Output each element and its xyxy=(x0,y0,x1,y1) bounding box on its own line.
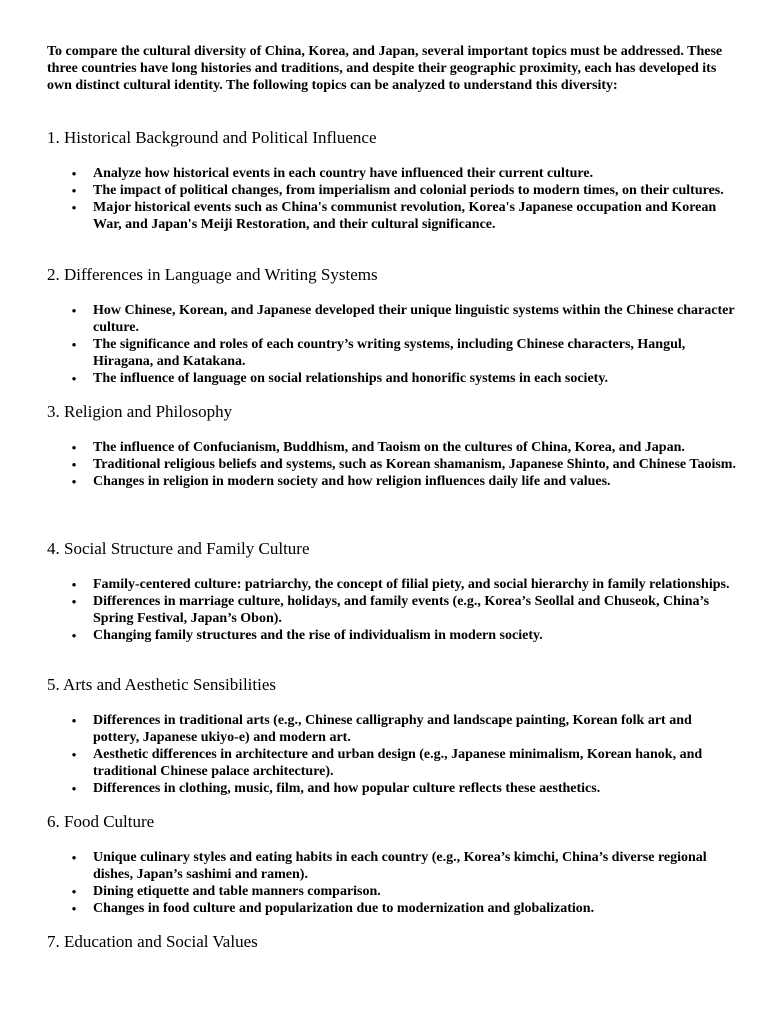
intro-paragraph: To compare the cultural diversity of China, Korea, and Japan, several important topics must be addressed. These three countries have long histories and traditions, and despite their geographic proximity, each has developed its own distinct cultural identity. The following topics can be analyzed to understand this diversity: xyxy=(47,44,723,93)
section-heading: 6. Food Culture xyxy=(47,812,155,831)
list-item-text: Analyze how historical events in each country have influenced their current culture. xyxy=(93,166,594,181)
list-item xyxy=(47,199,737,233)
list-item xyxy=(47,627,737,644)
bullet-icon: • xyxy=(71,747,77,762)
list-item-text: Traditional religious beliefs and systems, such as Korean shamanism, Japanese Shinto, and Chinese Taoism. xyxy=(93,457,736,472)
bullet-icon: • xyxy=(71,200,77,215)
list-item-text: Changing family structures and the rise of individualism in modern society. xyxy=(93,628,543,643)
list-item xyxy=(47,746,737,780)
bullet-icon: • xyxy=(71,183,77,198)
section-language-writing xyxy=(47,265,737,387)
list-item xyxy=(47,336,737,370)
section-arts-aesthetics xyxy=(47,675,737,797)
bullet-icon: • xyxy=(71,594,77,609)
bullet-icon: • xyxy=(71,474,77,489)
section-heading: 3. Religion and Philosophy xyxy=(47,402,233,421)
bullet-icon: • xyxy=(71,884,77,899)
list-item-text: The impact of political changes, from imperialism and colonial periods to modern times, on their cultures. xyxy=(93,183,724,198)
list-item-text: How Chinese, Korean, and Japanese developed their unique linguistic systems within the Chinese character culture. xyxy=(93,303,735,335)
list-item xyxy=(47,712,737,746)
bullet-icon: • xyxy=(71,577,77,592)
bullet-icon: • xyxy=(71,337,77,352)
list-item-text: The influence of Confucianism, Buddhism, and Taoism on the cultures of China, Korea, and Japan. xyxy=(93,440,685,455)
list-item xyxy=(47,302,737,336)
list-item xyxy=(47,473,737,490)
bullet-icon: • xyxy=(71,781,77,796)
section-education-social-values xyxy=(47,932,737,952)
section-historical-background xyxy=(47,128,737,233)
section-heading: 1. Historical Background and Political Influence xyxy=(47,128,377,147)
section-heading: 2. Differences in Language and Writing Systems xyxy=(47,265,378,284)
section-heading: 4. Social Structure and Family Culture xyxy=(47,539,310,558)
bullet-icon: • xyxy=(71,303,77,318)
list-item-text: Major historical events such as China's communist revolution, Korea's Japanese occupation and Korean War, and Japan's Meiji Restoration, and their cultural significance. xyxy=(93,200,717,232)
list-item xyxy=(47,780,737,797)
list-item-text: Changes in religion in modern society and how religion influences daily life and values. xyxy=(93,474,611,489)
bullet-list xyxy=(47,439,737,490)
bullet-icon: • xyxy=(71,850,77,865)
section-food-culture xyxy=(47,812,737,917)
bullet-list xyxy=(47,849,737,917)
list-item xyxy=(47,165,737,182)
bullet-list xyxy=(47,576,737,644)
list-item-text: Changes in food culture and popularization due to modernization and globalization. xyxy=(93,901,595,916)
list-item-text: The significance and roles of each country’s writing systems, including Chinese characters, Hangul, Hiragana, and Katakana. xyxy=(93,337,686,369)
bullet-icon: • xyxy=(71,713,77,728)
list-item xyxy=(47,576,737,593)
list-item xyxy=(47,370,737,387)
list-item-text: Unique culinary styles and eating habits in each country (e.g., Korea’s kimchi, China’s diverse regional dishes, Japan’s sashimi and ramen). xyxy=(93,850,707,882)
bullet-list xyxy=(47,165,737,233)
bullet-icon: • xyxy=(71,166,77,181)
bullet-icon: • xyxy=(71,371,77,386)
list-item-text: Differences in clothing, music, film, and how popular culture reflects these aesthetics. xyxy=(93,781,601,796)
bullet-icon: • xyxy=(71,901,77,916)
list-item xyxy=(47,849,737,883)
list-item-text: Family-centered culture: patriarchy, the concept of filial piety, and social hierarchy in family relationships. xyxy=(93,577,730,592)
list-item-text: Differences in traditional arts (e.g., Chinese calligraphy and landscape painting, Korean folk art and pottery, Japanese ukiyo-e) and modern art. xyxy=(93,713,692,745)
bullet-icon: • xyxy=(71,628,77,643)
list-item xyxy=(47,593,737,627)
list-item xyxy=(47,439,737,456)
list-item-text: The influence of language on social relationships and honorific systems in each society. xyxy=(93,371,609,386)
list-item xyxy=(47,182,737,199)
list-item xyxy=(47,456,737,473)
bullet-icon: • xyxy=(71,457,77,472)
bullet-icon: • xyxy=(71,440,77,455)
section-heading: 5. Arts and Aesthetic Sensibilities xyxy=(47,675,277,694)
section-social-structure-family xyxy=(47,539,737,644)
bullet-list xyxy=(47,712,737,797)
list-item-text: Dining etiquette and table manners comparison. xyxy=(93,884,381,899)
list-item-text: Aesthetic differences in architecture and urban design (e.g., Japanese minimalism, Korean hanok, and traditional Chinese palace architecture). xyxy=(93,747,703,779)
section-religion-philosophy xyxy=(47,402,737,490)
section-heading: 7. Education and Social Values xyxy=(47,932,258,951)
list-item xyxy=(47,900,737,917)
list-item xyxy=(47,883,737,900)
list-item-text: Differences in marriage culture, holidays, and family events (e.g., Korea’s Seollal and Chuseok, China’s Spring Festival, Japan’s Obon). xyxy=(93,594,710,626)
bullet-list xyxy=(47,302,737,387)
